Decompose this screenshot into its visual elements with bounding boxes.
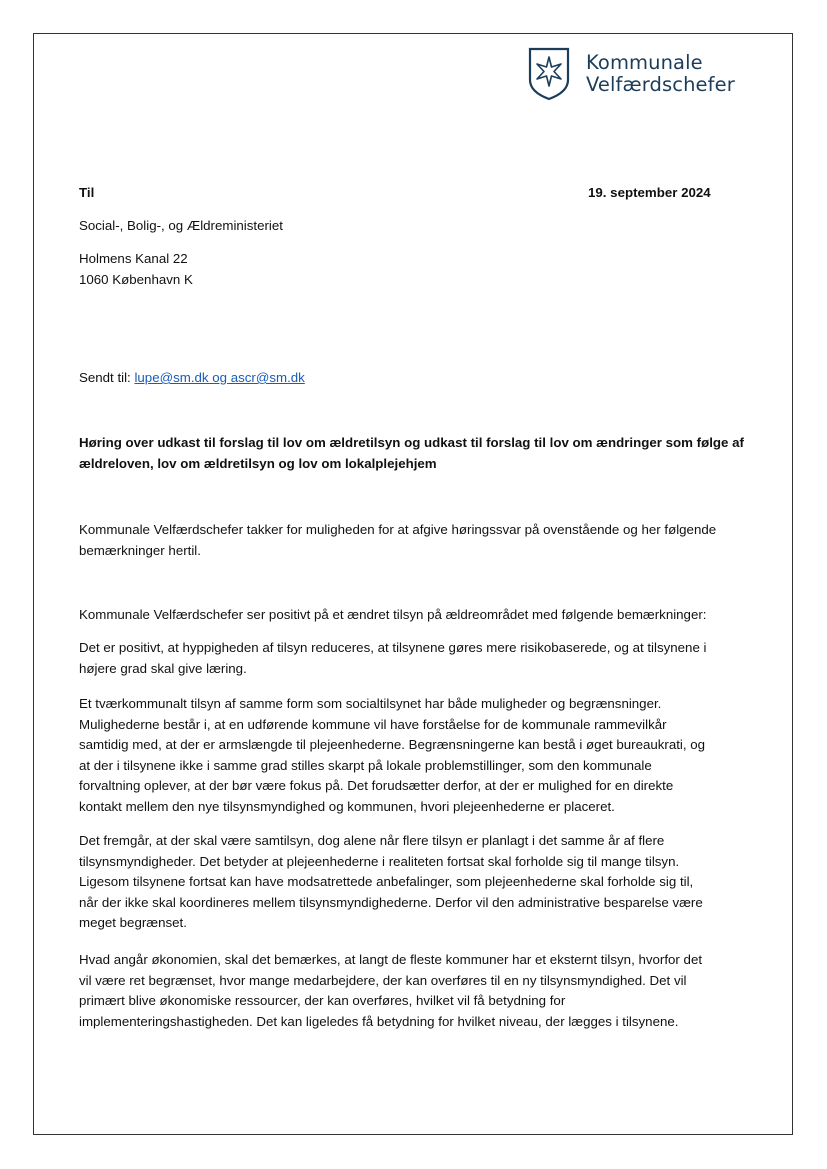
subject-line: ældreloven, lov om ældretilsyn og lov om lokalplejehjem xyxy=(79,455,437,471)
paragraph-line: Hvad angår økonomien, skal det bemærkes, at langt de fleste kommuner har et eksternt tilsyn, hvorfor det xyxy=(79,952,703,967)
body-paragraph-2 xyxy=(79,605,749,626)
paragraph-line: tilsynsmyndigheder. Det betyder at plejeenhederne i realiteten fortsat skal forholde sig til mange tilsyn. xyxy=(79,853,680,869)
paragraph-line: at der i tilsynene ikke i samme grad stilles skarpt på lokale problemstillinger, som den kommunale xyxy=(79,757,652,773)
recipient-city: 1060 København K xyxy=(79,272,193,287)
paragraph-line: Kommunale Velfærdschefer ser positivt på et ændret tilsyn på ældreområdet med følgende bemærkninger: xyxy=(79,607,707,622)
body-paragraph-6 xyxy=(79,950,749,1032)
paragraph-line: Mulighederne består i, at en udførende kommune vil have forståelse for de kommunale rammevilkår xyxy=(79,716,667,732)
paragraph-line: kontakt mellem den nye tilsynsmyndighed og kommunen, hvori plejeenhederne er placeret. xyxy=(79,798,615,814)
logo-line-1: Kommunale xyxy=(586,51,703,74)
body-paragraph-1 xyxy=(79,520,749,561)
body-paragraph-3 xyxy=(79,638,749,679)
paragraph-line: samtidig med, at der er armslængde til plejeenhederne. Begrænsningerne kan bestå i øget bureaukrati, og xyxy=(79,737,706,752)
paragraph-line: Ligesom tilsynene fortsat kan have modsatrettede anbefalinger, som plejeenhederne skal forholde sig til, xyxy=(79,874,694,889)
recipient-street: Holmens Kanal 22 xyxy=(79,251,188,266)
shield-star-icon xyxy=(527,46,571,102)
sent-to-label: Sendt til: xyxy=(79,370,131,385)
logo xyxy=(527,46,735,102)
paragraph-line: højere grad skal give læring. xyxy=(79,660,247,676)
sent-to xyxy=(79,368,305,389)
paragraph-line: implementeringshastigheden. Det kan ligeledes få betydning for hvilket niveau, der lægges i tilsynene. xyxy=(79,1013,679,1029)
paragraph-line: bemærkninger hertil. xyxy=(79,542,201,558)
body-paragraph-4 xyxy=(79,694,749,817)
paragraph-line: forvaltning oplever, at der bør være fokus på. Det forudsætter derfor, at der er mulighed for en direkte xyxy=(79,778,674,793)
logo-line-2: Velfærdschefer xyxy=(586,73,735,96)
paragraph-line: meget begrænset. xyxy=(79,915,187,930)
subject-line: Høring over udkast til forslag til lov om ældretilsyn og udkast til forslag til lov om ændringer som følge af xyxy=(79,435,744,450)
paragraph-line: Det er positivt, at hyppigheden af tilsyn reduceres, at tilsynene gøres mere risikobaserede, og at tilsynene i xyxy=(79,640,707,655)
paragraph-line: Kommunale Velfærdschefer takker for muligheden for at afgive høringssvar på ovenstående og her følgende xyxy=(79,522,717,537)
to-label: Til xyxy=(79,185,95,200)
body-paragraph-5 xyxy=(79,831,749,934)
paragraph-line: Det fremgår, at der skal være samtilsyn, dog alene når flere tilsyn er planlagt i det samme år af flere xyxy=(79,833,665,848)
paragraph-line: primært blive økonomiske ressourcer, der kan overføres, hvilket vil få betydning for xyxy=(79,993,566,1008)
paragraph-line: vil være ret begrænset, hvor mange medarbejdere, der kan overføres til en ny tilsynsmyndighed. Det vil xyxy=(79,972,687,988)
letter-date: 19. september 2024 xyxy=(588,185,711,200)
email-links[interactable]: lupe@sm.dk og ascr@sm.dk xyxy=(134,370,305,385)
paragraph-line: når der ikke skal koordineres mellem tilsynsmyndighederne. Derfor vil den administrative besparelse være xyxy=(79,894,703,910)
paragraph-line: Et tværkommunalt tilsyn af samme form som socialtilsynet har både muligheder og begrænsninger. xyxy=(79,696,662,711)
recipient-ministry: Social-, Bolig-, og Ældreministeriet xyxy=(79,218,283,233)
subject-heading xyxy=(79,433,749,474)
logo-wordmark xyxy=(586,52,735,96)
